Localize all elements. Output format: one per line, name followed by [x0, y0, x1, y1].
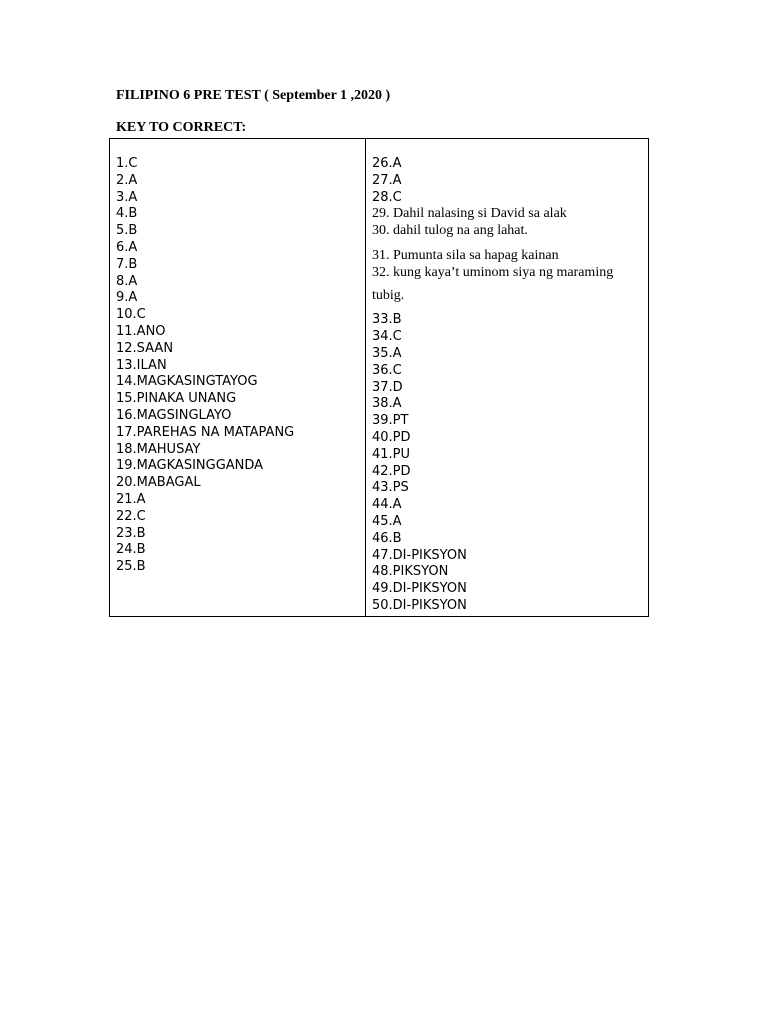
answer-item-2: 2.A [116, 172, 138, 188]
answer-item-36: 36.C [372, 362, 402, 378]
answer-item-31: 31. Pumunta sila sa hapag kainan [372, 247, 559, 263]
answer-item-5: 5.B [116, 223, 138, 239]
answer-item-42: 42.PD [372, 463, 411, 479]
answer-item-40: 40.PD [372, 429, 411, 445]
answer-item-6: 6.A [116, 239, 138, 255]
answers-right-column [366, 139, 648, 616]
answer-item-45: 45.A [372, 513, 402, 529]
answer-item-28: 28.C [372, 189, 402, 205]
document-title: FILIPINO 6 PRE TEST ( September 1 ,2020 ) [116, 88, 391, 103]
answer-item-43: 43.PS [372, 480, 409, 496]
answer-item-17: 17.PAREHAS NA MATAPANG [116, 424, 295, 440]
answer-item-14: 14.MAGKASINGTAYOG [116, 374, 258, 390]
answer-item-1: 1.C [116, 156, 138, 171]
answer-item-38: 38.A [372, 396, 402, 412]
answer-item-18: 18.MAHUSAY [116, 441, 201, 457]
answer-item-48: 48.PIKSYON [372, 564, 449, 580]
answers-left-column [110, 139, 366, 616]
answer-item-47: 47.DI-PIKSYON [372, 547, 467, 563]
answer-item-32-continuation: tubig. [372, 287, 405, 303]
answer-item-37: 37.D [372, 379, 403, 395]
answer-item-10: 10.C [116, 307, 146, 323]
answer-item-3: 3.A [116, 189, 138, 205]
answer-item-34: 34.C [372, 329, 402, 345]
answer-item-50: 50.DI-PIKSYON [372, 597, 467, 613]
answer-item-27: 27.A [372, 172, 402, 188]
answer-item-20: 20.MABAGAL [116, 475, 201, 491]
answer-item-41: 41.PU [372, 446, 411, 462]
answer-item-39: 39.PT [372, 413, 409, 429]
answer-key-table [109, 138, 649, 617]
answer-item-21: 21.A [116, 491, 146, 507]
answer-item-49: 49.DI-PIKSYON [372, 581, 467, 597]
answer-item-12: 12.SAAN [116, 340, 174, 356]
answer-item-29: 29. Dahil nalasing si David sa alak [372, 206, 567, 222]
answer-item-8: 8.A [116, 273, 138, 289]
answer-item-23: 23.B [116, 525, 146, 541]
answer-item-46: 46.B [372, 530, 402, 546]
answer-item-26: 26.A [372, 156, 402, 171]
answer-item-15: 15.PINAKA UNANG [116, 391, 237, 407]
answer-item-44: 44.A [372, 497, 402, 513]
answer-item-33: 33.B [372, 312, 402, 328]
answer-item-22: 22.C [116, 508, 146, 524]
answer-item-4: 4.B [116, 206, 138, 222]
answer-item-13: 13.ILAN [116, 357, 167, 373]
answer-item-11: 11.ANO [116, 323, 166, 339]
answer-item-16: 16.MAGSINGLAYO [116, 407, 232, 423]
answer-item-19: 19.MAGKASINGGANDA [116, 458, 264, 474]
answer-item-30: 30. dahil tulog na ang lahat. [372, 223, 528, 239]
answer-item-32: 32. kung kaya’t uminom siya ng maraming [372, 264, 614, 280]
answer-item-25: 25.B [116, 559, 146, 575]
answer-item-7: 7.B [116, 256, 138, 272]
answer-item-24: 24.B [116, 542, 146, 558]
answer-key-heading: KEY TO CORRECT: [116, 120, 247, 135]
answer-item-9: 9.A [116, 290, 138, 306]
answer-item-35: 35.A [372, 345, 402, 361]
